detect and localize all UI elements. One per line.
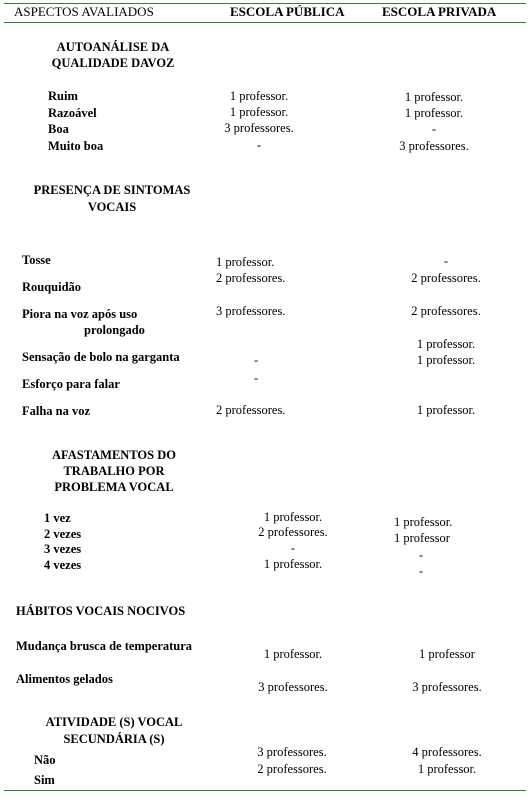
pub-tosse: 1 professor. <box>216 255 275 269</box>
section-title-afastamentos: AFASTAMENTOS DO <box>52 448 176 462</box>
priv-esforco: 1 professor. <box>416 353 476 367</box>
row-label-boa: Boa <box>48 122 69 136</box>
row-label-muito-boa: Muito boa <box>48 139 104 153</box>
priv-sim: 1 professor. <box>417 762 477 776</box>
priv-4-vezes: - <box>419 564 424 578</box>
row-label-mudanca-temperatura: Mudança brusca de temperatura <box>16 639 193 653</box>
row-label-piora: Piora na voz após uso <box>22 307 138 321</box>
header-escola-privada: ESCOLA PRIVADA <box>382 4 497 19</box>
header-aspectos: ASPECTOS AVALIADOS <box>14 4 154 19</box>
section-title-atividade-2: SECUNDÁRIA (S) <box>63 732 165 746</box>
priv-nao: 4 professores. <box>412 745 482 759</box>
priv-muito-boa: 3 professores. <box>399 139 469 153</box>
header-escola-publica: ESCOLA PÚBLICA <box>230 4 345 19</box>
pub-mudanca-temperatura: 1 professor. <box>263 647 323 661</box>
row-label-bolo: Sensação de bolo na garganta <box>22 350 180 364</box>
row-label-piora-2: prolongado <box>84 323 145 337</box>
pub-3-vezes: - <box>290 541 296 555</box>
pub-2-vezes: 2 professores. <box>258 525 328 539</box>
row-label-sim: Sim <box>34 773 55 787</box>
priv-tosse: - <box>443 254 449 268</box>
priv-piora: 2 professores. <box>411 304 481 318</box>
priv-alimentos-gelados: 3 professores. <box>412 680 482 694</box>
row-label-tosse: Tosse <box>22 253 51 267</box>
priv-boa: - <box>431 122 437 136</box>
bottom-border <box>4 790 526 791</box>
pub-bolo: - <box>254 353 259 367</box>
pub-boa: 3 professores. <box>224 121 294 135</box>
priv-2-vezes: 1 professor <box>394 531 450 545</box>
row-label-razoavel: Razoável <box>48 106 97 120</box>
priv-falha: 1 professor. <box>416 403 476 417</box>
section-title-afastamentos-3: PROBLEMA VOCAL <box>54 480 174 494</box>
priv-1-vez: 1 professor. <box>394 515 453 529</box>
row-label-nao: Não <box>34 753 56 767</box>
section-title-habitos: HÁBITOS VOCAIS NOCIVOS <box>16 604 186 618</box>
pub-rouquidao: 2 professores. <box>216 271 286 285</box>
row-label-alimentos-gelados: Alimentos gelados <box>16 672 113 686</box>
row-label-rouquidao: Rouquidão <box>22 280 82 294</box>
row-label-ruim: Ruim <box>48 89 78 103</box>
row-label-falha: Falha na voz <box>22 404 91 418</box>
row-label-3-vezes: 3 vezes <box>44 542 82 556</box>
section-title-autoanalise-2: QUALIDADE DAVOZ <box>51 56 175 70</box>
pub-alimentos-gelados: 3 professores. <box>258 680 328 694</box>
pub-1-vez: 1 professor. <box>263 510 323 524</box>
row-label-4-vezes: 4 vezes <box>44 558 82 572</box>
row-label-esforco: Esforço para falar <box>22 377 120 391</box>
priv-razoavel: 1 professor. <box>404 106 464 120</box>
pub-4-vezes: 1 professor. <box>263 557 323 571</box>
pub-falha: 2 professores. <box>216 403 286 417</box>
priv-mudanca-temperatura: 1 professor <box>419 647 475 661</box>
section-title-sintomas: PRESENÇA DE SINTOMAS <box>33 183 191 197</box>
row-label-2-vezes: 2 vezes <box>44 527 82 541</box>
section-title-autoanalise: AUTOANÁLISE DA <box>56 40 170 54</box>
priv-3-vezes: - <box>419 548 424 562</box>
pub-esforco: - <box>254 371 259 385</box>
priv-ruim: 1 professor. <box>404 90 464 104</box>
priv-rouquidao: 2 professores. <box>411 271 481 285</box>
priv-bolo: 1 professor. <box>416 337 476 351</box>
pub-ruim: 1 professor. <box>229 89 289 103</box>
pub-sim: 2 professores. <box>257 762 327 776</box>
pub-muito-boa: - <box>256 138 262 152</box>
pub-piora: 3 professores. <box>216 304 286 318</box>
header-border <box>4 22 526 23</box>
pub-nao: 3 professores. <box>257 745 327 759</box>
row-label-1-vez: 1 vez <box>44 511 71 525</box>
section-title-atividade: ATIVIDADE (S) VOCAL <box>45 715 183 729</box>
pub-razoavel: 1 professor. <box>229 105 289 119</box>
section-title-sintomas-2: VOCAIS <box>87 200 137 214</box>
section-title-afastamentos-2: TRABALHO POR <box>63 464 165 478</box>
